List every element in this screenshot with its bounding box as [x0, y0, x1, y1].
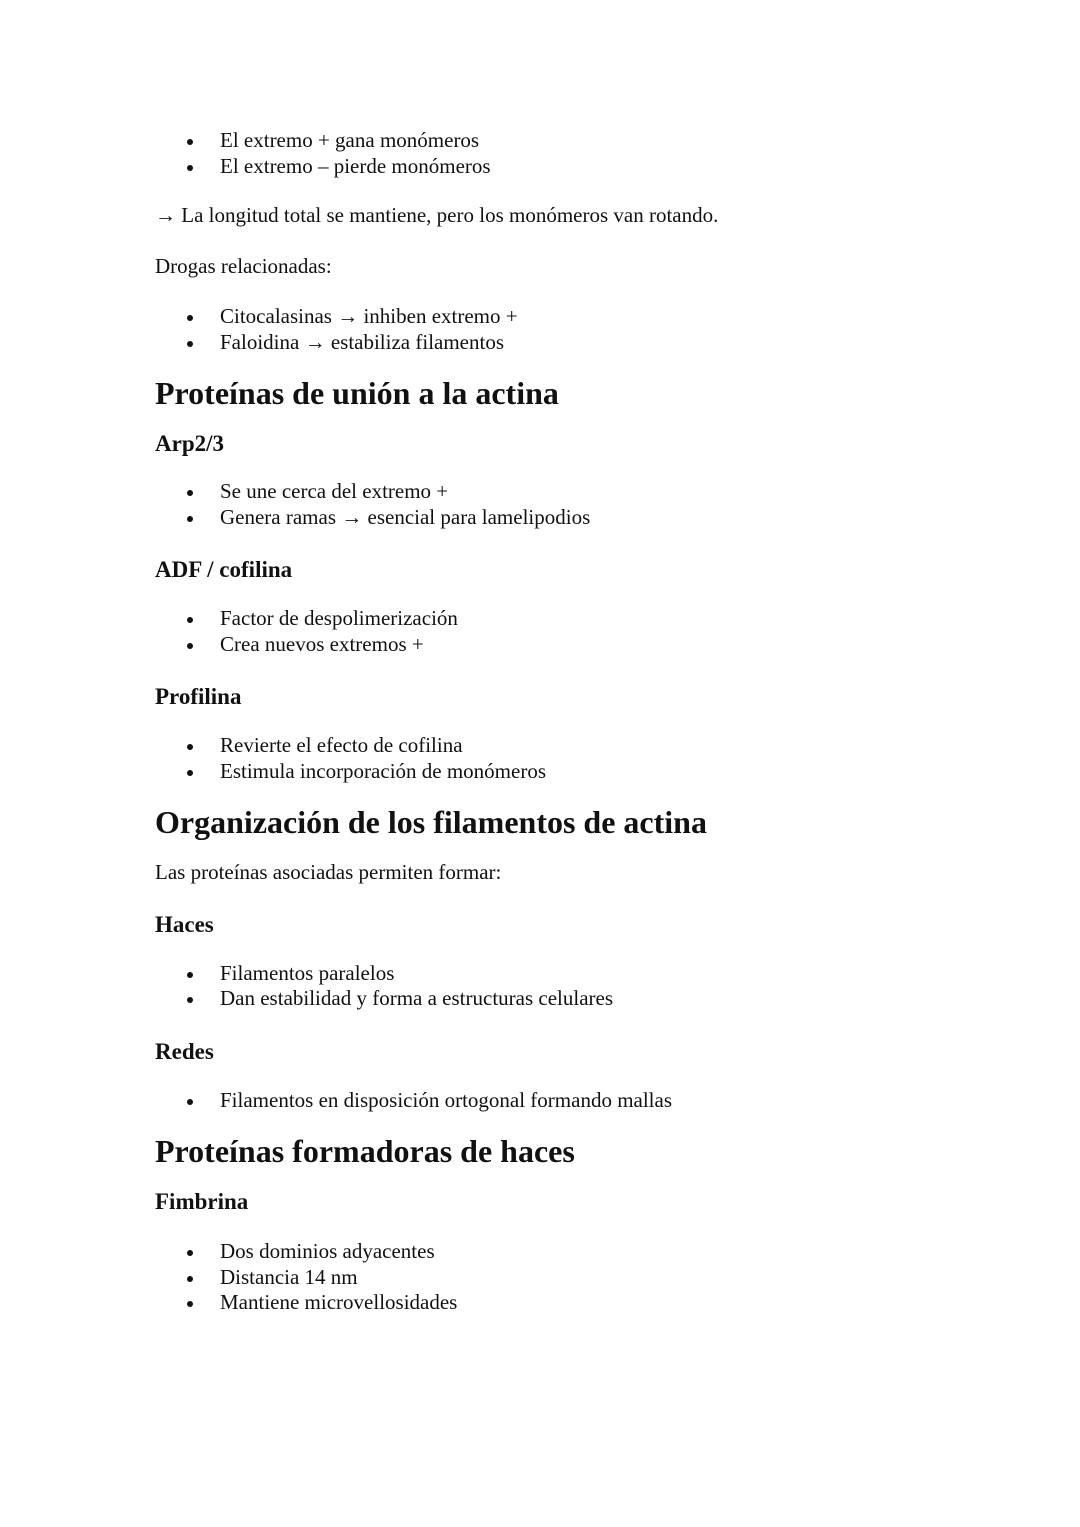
list-item: Filamentos paralelos — [155, 961, 1015, 987]
list-item: Crea nuevos extremos + — [155, 632, 1015, 658]
associated-proteins-paragraph: Las proteínas asociadas permiten formar: — [155, 860, 502, 884]
subheading-adf-cofilina: ADF / cofilina — [155, 557, 293, 582]
fimbrina-list — [155, 1239, 1015, 1316]
list-item: Faloidina → estabiliza filamentos — [155, 330, 1015, 356]
section-heading-binding-proteins: Proteínas de unión a la actina — [155, 375, 559, 411]
list-item: Estimula incorporación de monómeros — [155, 759, 1015, 785]
list-item: Se une cerca del extremo + — [155, 479, 1015, 505]
subheading-redes: Redes — [155, 1038, 214, 1064]
document-page — [155, 128, 1015, 1316]
arp23-list — [155, 479, 1015, 530]
list-item: Dos dominios adyacentes — [155, 1239, 1015, 1265]
subheading-fimbrina: Fimbrina — [155, 1189, 249, 1214]
drugs-paragraph: Drogas relacionadas: — [155, 253, 332, 278]
drugs-list — [155, 304, 1015, 355]
list-item: Mantiene microvellosidades — [155, 1290, 1015, 1316]
list-item: Distancia 14 nm — [155, 1265, 1015, 1291]
list-item: Factor de despolimerización — [155, 606, 1015, 632]
list-item: Citocalasinas → inhiben extremo + — [155, 304, 1015, 330]
section-heading-organization: Organización de los filamentos de actina — [155, 804, 707, 840]
list-item: Genera ramas → esencial para lamelipodios — [155, 505, 1015, 531]
list-item: Revierte el efecto de cofilina — [155, 733, 1015, 759]
adf-cofilina-list — [155, 606, 1015, 657]
haces-list — [155, 961, 1015, 1012]
section-heading-bundling-proteins: Proteínas formadoras de haces — [155, 1133, 575, 1169]
list-item: Filamentos en disposición ortogonal formando mallas — [155, 1088, 1015, 1114]
list-item: Dan estabilidad y forma a estructuras celulares — [155, 986, 1015, 1012]
subheading-profilina: Profilina — [155, 684, 242, 709]
list-item: El extremo + gana monómeros — [155, 128, 1015, 154]
subheading-arp23: Arp2/3 — [155, 431, 224, 456]
polymerization-ends-list — [155, 128, 1015, 179]
list-item: El extremo – pierde monómeros — [155, 154, 1015, 180]
subheading-haces: Haces — [155, 911, 214, 937]
redes-list — [155, 1088, 1015, 1114]
profilina-list — [155, 733, 1015, 784]
treadmilling-paragraph: → La longitud total se mantiene, pero los monómeros van rotando. — [155, 203, 719, 227]
